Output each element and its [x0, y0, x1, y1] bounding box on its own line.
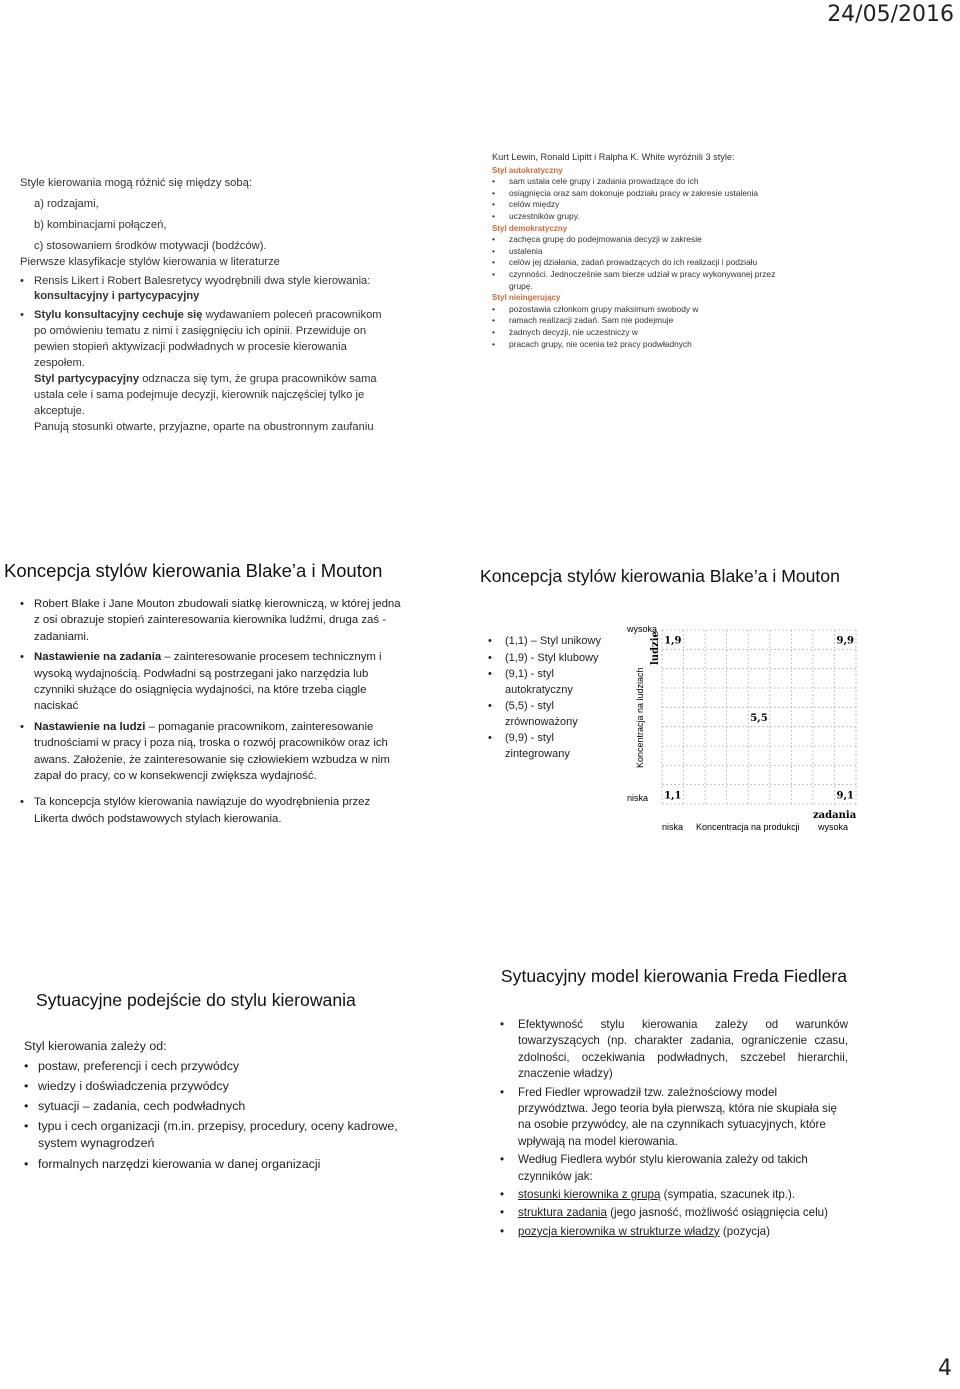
list-item [500, 1187, 848, 1203]
grid-point-label: 9,9 [836, 635, 854, 647]
y-axis-word: ludzie [650, 631, 661, 665]
date-header: 24/05/2016 [827, 2, 954, 27]
x-axis-word: zadania [813, 810, 857, 821]
text-line: Pierwsze klasyfikacje stylów kierowania w literaturze [20, 255, 280, 268]
list-item: • zachęca grupę do podejmowania decyzji w zakresie [492, 234, 792, 246]
slide-6 [500, 1017, 848, 1242]
list-item: • Robert Blake i Jane Mouton zbudowali siatkę kierowniczą, w której jedna z osi obrazuje stopień zainteresowania kierownika ludźmi, druga zaś - zadaniami. [20, 596, 404, 645]
list-item [20, 719, 404, 785]
paragraph-text: Panują stosunki otwarte, przyjazne, oparte na obustronnym zaufaniu [34, 420, 374, 433]
list-item: • wiedzy i doświadczenia przywódcy [24, 1076, 404, 1096]
list-item: • typu i cech organizacji (m.in. przepisy, procedury, oceny kadrowe, system wynagrodzeń [24, 1118, 404, 1152]
slide-heading: Kurt Lewin, Ronald Lipitt i Ralpha K. White wyróżnili 3 style: [492, 152, 735, 162]
list-item: • (9,1) - styl autokratyczny [488, 667, 608, 698]
list-item: • (1,9) - Styl klubowy [488, 651, 608, 667]
slide-title: Koncepcja stylów kierowania Blake’a i Mouton [4, 560, 383, 581]
grid-points [664, 636, 854, 802]
list-item: • sytuacji – zadania, cech podwładnych [24, 1096, 404, 1116]
list-item: • (9,9) - styl zintegrowany [488, 731, 608, 762]
bullet-bold-text: konsultacyjny i partycypacyjny [34, 290, 200, 303]
y-axis-low-label: niska [627, 793, 649, 803]
x-axis-low-label: niska [662, 822, 684, 832]
bullet-text: Rensis Likert i Robert Balesretycy wyodrębnili dwa style kierowania: [34, 274, 371, 287]
list-item: • uczestników grupy. [492, 211, 792, 223]
slide-title: Sytuacyjne podejście do stylu kierowania [36, 990, 356, 1010]
list-item: • (1,1) – Styl unikowy [488, 634, 608, 650]
underlined-text: struktura zadania [518, 1206, 607, 1220]
grid-point-label: 5,5 [750, 713, 768, 724]
list-item: • Ta koncepcja stylów kierowania nawiązuje do wyodrębnienia przez Likerta dwóch podstawowych stylach kierowania. [20, 794, 404, 827]
grid-point-label: 1,1 [664, 790, 682, 802]
list-item: • ustalenia [492, 246, 792, 258]
list-item: • osiągnięcia oraz sam dokonuje podziału pracy w zakresie ustalenia [492, 188, 792, 200]
x-axis-high-label: wysoka [818, 822, 849, 832]
bullet-text: (jego jasność, możliwość osiągnięcia celu) [610, 1206, 828, 1220]
list-item: • czynności. Jednocześnie sam bierze udział w pracy wykonywanej przez grupę. [492, 269, 792, 292]
list-item [20, 649, 404, 715]
text-line: b) kombinacjami połączeń, [34, 218, 167, 231]
page-number: 4 [938, 1356, 952, 1381]
x-axis-title: Koncentracja na produkcji [696, 822, 800, 832]
list-item: • ramach realizacji zadań. Sam nie podejmuje [492, 315, 792, 327]
list-item: • Efektywność stylu kierowania zależy od warunków towarzyszących (np. charakter zadania, ograniczenie czasu, zdolności, oczekiwania podwładnych, szczebel hierarchii, znaczenie władzy) [500, 1017, 848, 1083]
slide-1 [20, 176, 390, 436]
list-item: • (5,5) - styl zrównoważony [488, 699, 608, 730]
list-item: • żadnych decyzji, nie uczestniczy w [492, 327, 792, 339]
list-item: • postaw, preferencji i cech przywódcy [24, 1056, 404, 1076]
bullet-bold-text: Nastawienie na zadania [34, 651, 162, 664]
list-item [500, 1224, 848, 1240]
slide-title: Koncepcja stylów kierowania Blake’a i Mouton [480, 566, 840, 586]
text-line: a) rodzajami, [34, 197, 99, 210]
y-axis-title: Koncentracja na ludziach [635, 667, 645, 768]
list-item: • Fred Fiedler wprowadził tzw. zależnościowy model przywództwa. Jego teoria była pierwszą, która nie skupiała się na osobie przywódcy, ale na czynnikach sytuacyjnych, które wpływają na model kierowania. [500, 1085, 848, 1151]
bullet-text: wydawaniem poleceń pracownikom po omówieniu tematu z nimi i zasięgnięciu ich opinii. Przewiduje on pewien stopień aktywizacji podwładnych w procesie kierowania zespołem. [34, 309, 382, 370]
list-item: • pracach grupy, nie ocenia też pracy podwładnych [492, 339, 792, 351]
y-axis-high-label: wysoka [627, 624, 658, 634]
grid-point-label: 1,9 [664, 635, 682, 647]
bullet-text: – pomaganie pracownikom, zainteresowanie trudnościami w pracy i poza nią, troska o rozwój pracowników oraz ich awans. Założenie, że zainteresowanie się człowiekiem wzbudza w nim zapał do pracy, co w konsekwencji zwiększa wydajność. [34, 720, 390, 783]
slide-4-list [488, 634, 608, 763]
underlined-text: pozycja kierownika w strukturze władzy [518, 1224, 720, 1238]
bullet-text: – zainteresowanie procesem technicznym i wysoką wydajnością. Podwładni są postrzegani jako narzędzia lub czynniki służące do osiągnięcia wydajności, na które trzeba ciągle naciskać [34, 651, 382, 713]
paragraph [20, 372, 390, 436]
paragraph-text: odznacza się tym, że grupa pracowników sama ustala cele i sama podejmuje decyzji, kierownik najczęściej tylko je akceptuje. [34, 372, 377, 417]
paragraph-bold-text: Styl partycypacyjny [34, 372, 140, 385]
list-item [20, 308, 390, 372]
list-item: • pozostawia członkom grupy maksimum swobody w [492, 304, 792, 316]
bullet-text: (sympatia, szacunek itp.). [663, 1188, 796, 1202]
bullet-bold-text: Stylu konsultacyjny cechuje się [34, 309, 203, 322]
list-item: • celów między [492, 199, 792, 211]
list-item: • sam ustala cele grupy i zadania prowadzące do ich [492, 176, 792, 188]
list-item: • celów jej działania, zadań prowadzących do ich realizacji i podziału [492, 257, 792, 269]
slide-2 [492, 152, 792, 350]
slide-title: Sytuacyjny model kierowania Freda Fiedlera [500, 966, 848, 986]
grid-point-label: 9,1 [836, 790, 854, 802]
slide-3 [20, 596, 404, 831]
style-label: Styl demokratyczny [492, 223, 568, 233]
bullet-text: (pozycja) [722, 1224, 770, 1238]
list-item [20, 274, 390, 306]
slide-5 [24, 1036, 404, 1174]
list-item [500, 1205, 848, 1221]
underlined-text: stosunki kierownika z grupą [518, 1188, 661, 1202]
list-item: • formalnych narzędzi kierowania w danej organizacji [24, 1154, 404, 1174]
text-line: c) stosowaniem środków motywacji (bodźców). [34, 239, 267, 252]
list-item: • Według Fiedlera wybór stylu kierowania zależy od takich czynników jak: [500, 1152, 848, 1185]
bullet-bold-text: Nastawienie na ludzi [34, 720, 146, 733]
style-label: Styl nieingerujący [492, 293, 561, 303]
managerial-grid [620, 620, 860, 840]
intro-text: Styl kierowania zależy od: [24, 1039, 167, 1053]
style-label: Styl autokratyczny [492, 165, 563, 175]
text-line: Style kierowania mogą różnić się między sobą: [20, 177, 252, 189]
